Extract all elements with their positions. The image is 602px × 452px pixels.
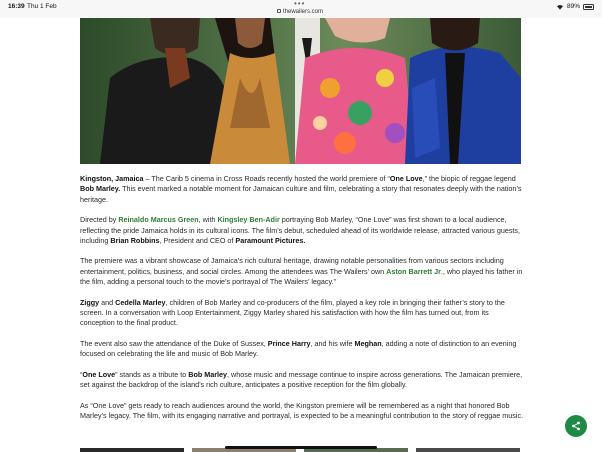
battery-icon — [583, 4, 594, 10]
share-icon — [571, 421, 581, 431]
text: The premiere was a vibrant showcase of Jamaica’s rich cultural heritage, drawing notable personalities from various sectors including entertainment, politics, business, and social circles. Among the attendees was The Wailers’ own — [80, 256, 504, 276]
text: and — [99, 297, 116, 307]
status-bar — [0, 0, 602, 18]
text: , adding a note of distinction to an evening focused on celebrating the life and music of Bob Marley. — [80, 338, 517, 359]
clock-date: Thu 1 Feb — [27, 3, 57, 10]
share-button[interactable] — [565, 415, 587, 437]
bold-text: Prince Harry — [267, 338, 311, 348]
status-indicators — [556, 3, 594, 10]
text: , and his wife — [310, 338, 355, 348]
text: – The Carib 5 cinema in Cross Roads recently hosted the world premiere of “ — [143, 174, 390, 183]
text: As “One Love” gets ready to reach audiences around the world, the Kingston premiere will be remembered as a night that honored Bob Marley’s legacy. The film, with its engaging narrative and portrayal, is expected to be a meaningful contribution to the story of reggae music. — [80, 400, 524, 420]
bold-text: Bob Marley. — [80, 184, 121, 194]
text: ” stands as a tribute to — [115, 369, 189, 379]
bold-text: Bob Marley — [188, 369, 228, 379]
text: , President and CEO of — [159, 236, 236, 246]
bold-text: One Love — [389, 174, 423, 183]
text: , children of Bob Marley and co-producers of the film, played a key role in bringing their father’s story to the screen. In a conversation with Loop Entertainment, Ziggy Marley shared his satisfaction with how the film has turned out, from its conception to the final product. — [80, 297, 505, 328]
article-paragraph-3 — [80, 256, 525, 287]
clock-time: 16:39 — [8, 3, 25, 10]
text: ., who played his father in the film, adding a personal touch to the movie’s portrayal of The Wailers’ legacy.” — [80, 266, 523, 287]
text: “ — [80, 369, 83, 379]
text: , with — [198, 215, 218, 225]
premiere-photo-art — [80, 18, 521, 164]
wifi-icon — [556, 4, 564, 10]
bold-text: Meghan — [354, 338, 382, 348]
article-paragraph-7 — [80, 401, 525, 422]
bold-text: Kingston, Jamaica — [80, 174, 144, 183]
article-paragraph-6 — [80, 370, 525, 391]
address-bar[interactable] — [277, 9, 323, 15]
bold-text: Brian Robbins — [110, 236, 160, 246]
bold-text: One Love — [82, 369, 116, 379]
text: , whose music and message continue to inspire across generations. The Jamaican premiere, set against the backdrop of the island’s rich culture, anticipates a positive reception for the film globally. — [80, 369, 523, 390]
url-text: thewailers.com — [283, 9, 324, 15]
text: ,” the biopic of reggae legend — [422, 174, 516, 183]
text: This event marked a notable moment for Jamaican culture and film, celebrating a story that resonates deeply with the nation’s heritage. — [80, 184, 522, 204]
bold-text: Cedella Marley — [115, 297, 166, 307]
article-paragraph-1 — [80, 174, 525, 205]
home-indicator[interactable] — [225, 446, 377, 449]
related-thumbnail[interactable] — [416, 448, 520, 452]
text: The event also saw the attendance of the Duke of Sussex, — [80, 338, 268, 348]
related-thumbnail[interactable] — [80, 448, 184, 452]
text: Directed by — [80, 215, 119, 225]
multitask-dots-icon[interactable]: ••• — [294, 0, 306, 8]
article-paragraph-2 — [80, 215, 525, 246]
link-kingsley-ben-adir[interactable]: Kingsley Ben-Adir — [217, 215, 280, 225]
article-paragraph-5 — [80, 339, 525, 360]
battery-percent: 89% — [566, 3, 580, 10]
bold-text: Paramount Pictures. — [235, 236, 306, 246]
lock-icon — [277, 9, 281, 13]
article-body — [80, 174, 525, 431]
article-paragraph-4 — [80, 298, 525, 329]
link-aston-barrett-jr[interactable]: Aston Barrett Jr — [386, 266, 441, 276]
text: portraying Bob Marley, “One Love” was first shown to a local audience, reflecting the pride Jamaica holds in its cultural icons. The film’s debut, scheduled ahead of its worldwide release, attracted various guests, including — [80, 215, 521, 246]
premiere-photo — [80, 18, 521, 164]
bold-text: Ziggy — [80, 297, 100, 307]
link-reinaldo-marcus-green[interactable]: Reinaldo Marcus Green — [118, 215, 199, 225]
